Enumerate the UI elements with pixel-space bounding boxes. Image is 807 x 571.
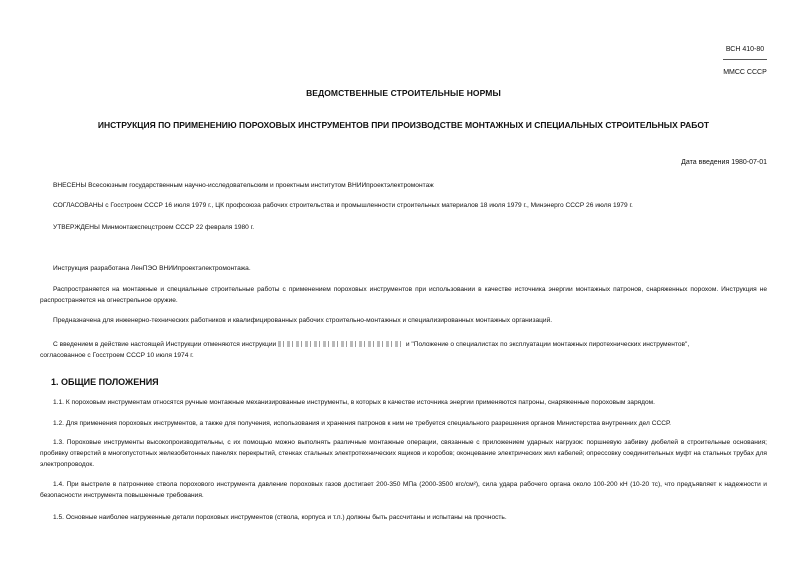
clause-1-4: 1.4. При выстреле в патроннике ствола порохового инструмента давление пороховых газов достигает 200-350 МПа (2000-3500 кгс/см²), сила удара рабочего органа около 100-200 кН (10-20 тс), что предъявляет к надежности и безопасности инструмента повышенные требования. <box>40 481 767 499</box>
scope-paragraph: Распространяется на монтажные и специальные строительные работы с применением пороховых инструментов при использовании в качестве источника энергии монтажных патронов, снаряженных порохом. Инструкция не распространяется на огнестрельное оружие. <box>40 286 767 304</box>
clause-1-3: 1.3. Пороховые инструменты высокопроизводительны, с их помощью можно выполнять различные монтажные операции, связанные с приложением ударных нагрузок: поршневую забивку дюбелей в строительные основания; пробивку отверстий в многопустотных железобетонных панелях перекрытий, стенках стальных электротехнических ящиков и коробов; оконцевание электрических жил кабелей; опрессовку соединительных муфт на стальных трубах для электропроводок. <box>40 439 767 468</box>
document-category-heading: ВЕДОМСТВЕННЫЕ СТРОИТЕЛЬНЫЕ НОРМЫ <box>306 88 501 98</box>
submitted-by: ВНЕСЕНЫ Всесоюзным государственным научно-исследовательским и проектным институтом ВНИИпроектэлектромонтаж <box>53 182 434 189</box>
redacted-reference <box>278 341 404 347</box>
clause-1-5: 1.5. Основные наиболее нагруженные детали пороховых инструментов (ствола, корпуса и т.п.) должны быть рассчитаны и испытаны на прочность. <box>53 514 507 521</box>
ministry-code: ММСС СССР <box>723 69 767 76</box>
agreed-with: СОГЛАСОВАНЫ с Госстроем СССР 16 июля 1979 г., ЦК профсоюза рабочих строительства и промышленности строительных материалов 18 июля 1979 г., Минэнерго СССР 26 июля 1979 г. <box>53 202 633 209</box>
clause-1-1: 1.1. К пороховым инструментам относятся ручные монтажные механизированные инструменты, в которых в качестве источника энергии применяются патроны, снаряженные пороховым зарядом. <box>53 399 655 406</box>
document-code: ВСН 410-80 <box>725 46 765 53</box>
cancellation-paragraph: С введением в действие настоящей Инструкции отменяются инструкции и "Положение о специалистах по эксплуатации монтажных пиротехнических инструментов", согласованное с Госстроем СССР 10 июля 1974 г. <box>40 341 690 359</box>
document-title: ИНСТРУКЦИЯ ПО ПРИМЕНЕНИЮ ПОРОХОВЫХ ИНСТРУМЕНТОВ ПРИ ПРОИЗВОДСТВЕ МОНТАЖНЫХ И СПЕЦИАЛЬНЫХ СТРОИТЕЛЬНЫХ РАБОТ <box>97 120 710 130</box>
code-divider <box>723 59 767 60</box>
section-heading: 1. ОБЩИЕ ПОЛОЖЕНИЯ <box>51 377 159 387</box>
clause-1-2: 1.2. Для применения пороховых инструментов, а также для получения, использования и хранения патронов к ним не требуется специального разрешения органов Министерства внутренних дел СССР. <box>53 420 671 427</box>
approved-by: УТВЕРЖДЕНЫ Минмонтажспецстроем СССР 22 февраля 1980 г. <box>53 224 255 231</box>
audience-paragraph: Предназначена для инженерно-технических работников и квалифицированных рабочих строительно-монтажных и специализированных монтажных организаций. <box>53 317 553 324</box>
effective-date: Дата введения 1980-07-01 <box>681 159 767 166</box>
developed-by: Инструкция разработана ЛенПЭО ВНИИпроектэлектромонтажа. <box>53 265 251 272</box>
document-code-block <box>723 45 767 78</box>
